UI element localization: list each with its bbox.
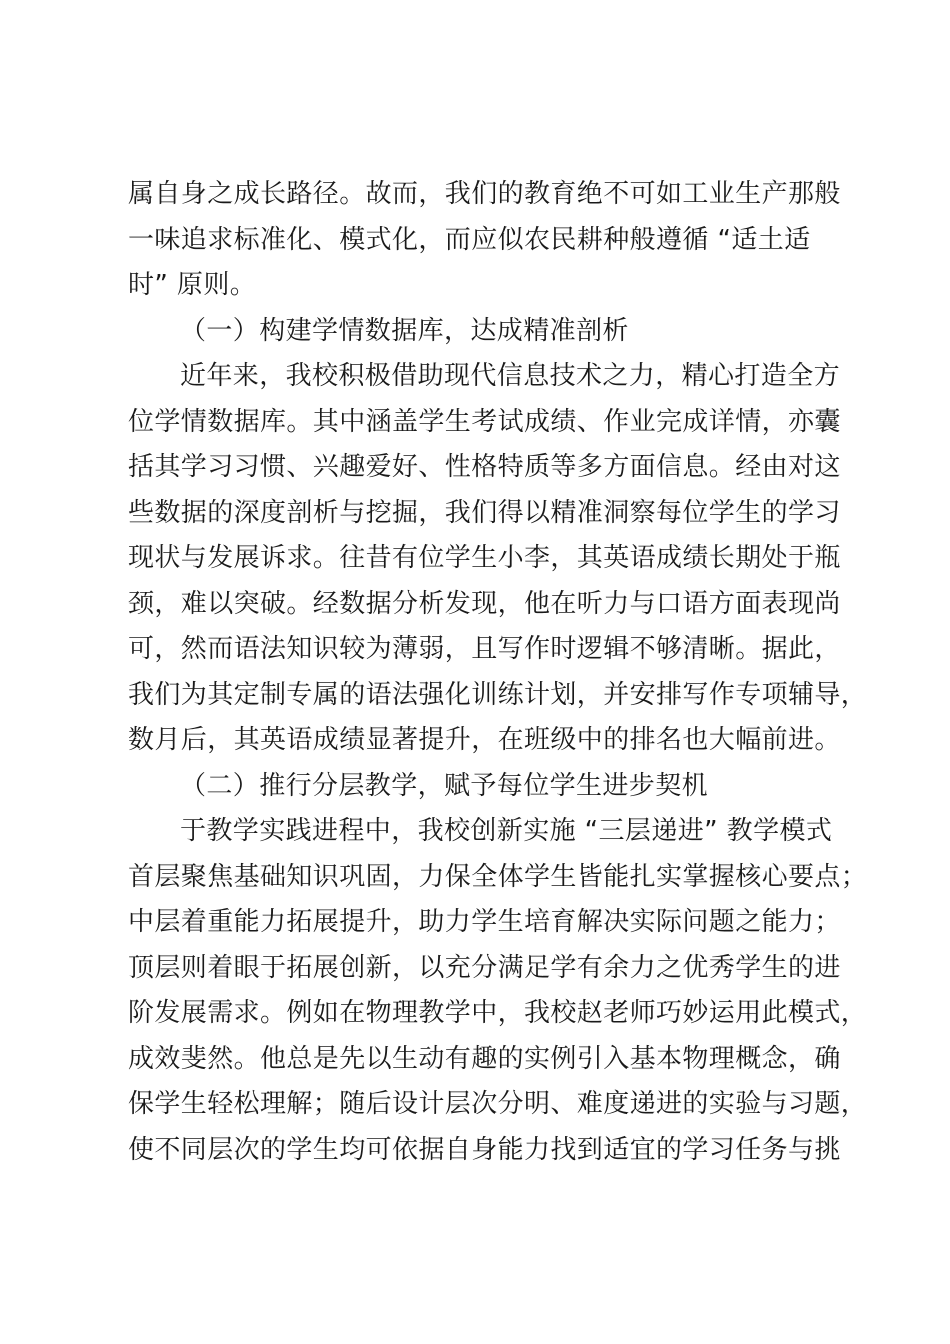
paragraph-line: 可，然而语法知识较为薄弱，且写作时逻辑不够清晰。据此， — [128, 634, 841, 664]
section-heading-2: （二）推行分层教学，赋予每位学生进步契机 — [180, 770, 709, 801]
paragraph-line: 首层聚焦基础知识巩固，力保全体学生皆能扎实掌握核心要点； — [128, 861, 868, 892]
paragraph-line: 我们为其定制专属的语法强化训练计划，并安排写作专项辅导， — [128, 679, 868, 710]
paragraph-line: 保学生轻松理解；随后设计层次分明、难度递进的实验与习题， — [128, 1089, 868, 1119]
paragraph-line: 使不同层次的学生均可依据自身能力找到适宜的学习任务与挑 — [128, 1134, 841, 1165]
paragraph-line: 成效斐然。他总是先以生动有趣的实例引入基本物理概念，确 — [128, 1043, 841, 1074]
paragraph-line: 属自身之成长路径。故而，我们的教育绝不可如工业生产那般 — [128, 179, 841, 209]
paragraph-line: 阶发展需求。例如在物理教学中，我校赵老师巧妙运用此模式， — [128, 998, 868, 1028]
paragraph-line: 中层着重能力拓展提升，助力学生培育解决实际问题之能力； — [128, 907, 841, 937]
paragraph-line: 数月后，其英语成绩显著提升，在班级中的排名也大幅前进。 — [128, 725, 841, 755]
paragraph-line: 位学情数据库。其中涵盖学生考试成绩、作业完成详情，亦囊 — [128, 406, 841, 437]
paragraph-line: 些数据的深度剖析与挖掘，我们得以精准洞察每位学生的学习 — [128, 497, 841, 528]
paragraph-line: 近年来，我校积极借助现代信息技术之力，精心打造全方 — [180, 361, 841, 391]
paragraph-line: 一味追求标准化、模式化，而应似农民耕种般遵循 “适土适 — [128, 224, 811, 255]
document-body — [128, 172, 868, 1173]
section-heading-1: （一）构建学情数据库，达成精准剖析 — [180, 315, 629, 346]
paragraph-line: 时” 原则。 — [128, 270, 257, 300]
paragraph-line: 颈，难以突破。经数据分析发现，他在听力与口语方面表现尚 — [128, 588, 841, 619]
paragraph-line: 括其学习习惯、兴趣爱好、性格特质等多方面信息。经由对这 — [128, 452, 841, 482]
paragraph-line: 于教学实践进程中，我校创新实施 “三层递进” 教学模式 — [180, 816, 833, 846]
paragraph-line: 现状与发展诉求。往昔有位学生小李，其英语成绩长期处于瓶 — [128, 543, 841, 573]
paragraph-line: 顶层则着眼于拓展创新，以充分满足学有余力之优秀学生的进 — [128, 952, 841, 983]
